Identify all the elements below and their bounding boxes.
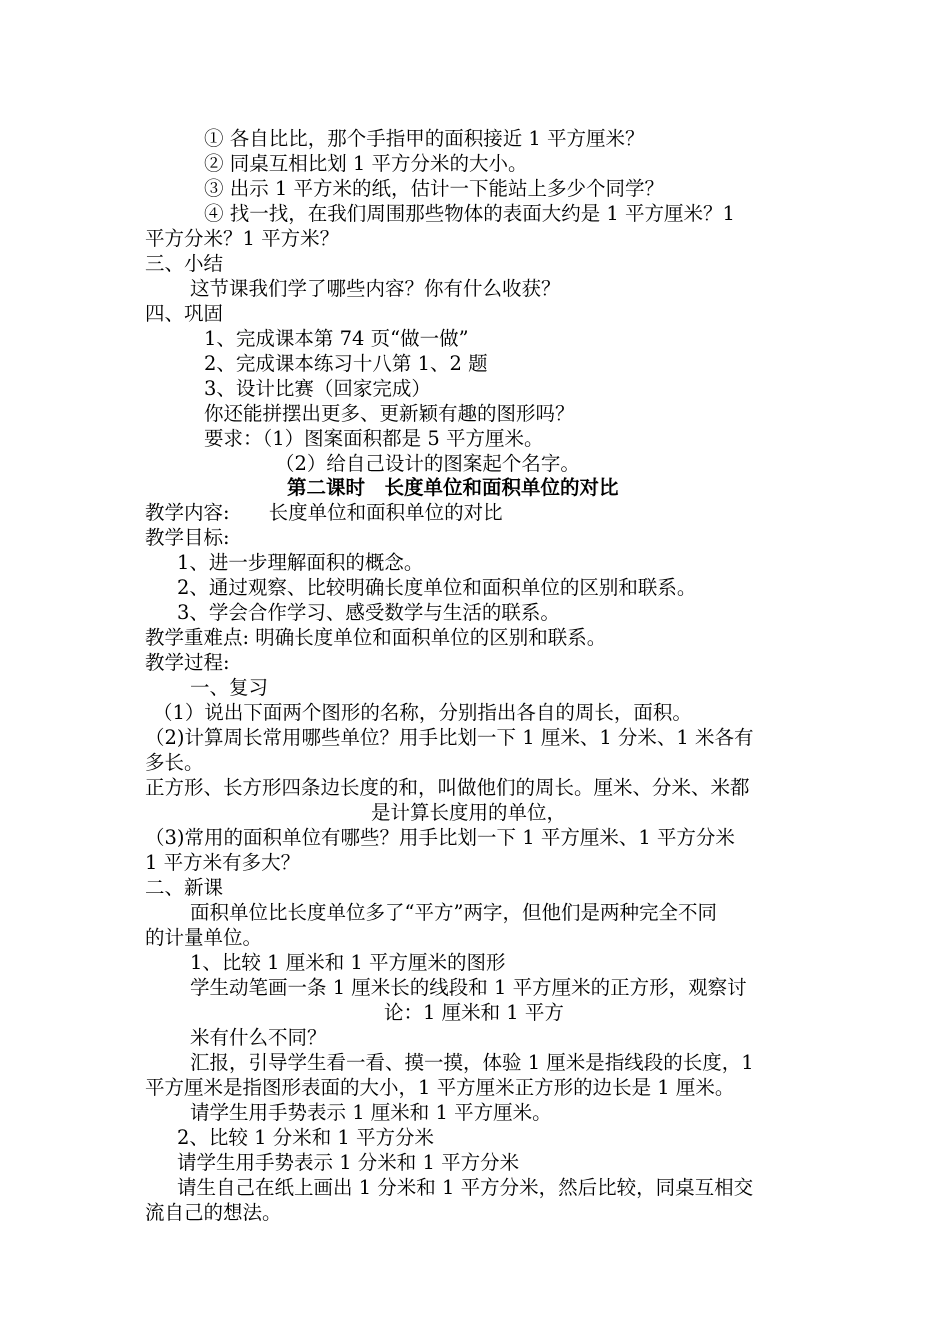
text-line: 汇报，引导学生看一看、摸一摸，体验 1 厘米是指线段的长度，1 bbox=[190, 1051, 754, 1074]
text-line: 教学目标: bbox=[145, 526, 230, 549]
text-line: 1、进一步理解面积的概念。 bbox=[177, 551, 424, 574]
text-line: 2、完成课本练习十八第 1、2 题 bbox=[204, 352, 488, 375]
text-line: 要求：（1）图案面积都是 5 平方厘米。 bbox=[204, 427, 544, 450]
lesson-title: 第二课时 长度单位和面积单位的对比 bbox=[287, 476, 619, 499]
section-heading: 四、巩固 bbox=[145, 302, 224, 325]
text-line: 教学过程: bbox=[145, 651, 230, 674]
text-line: 3、设计比赛（回家完成） bbox=[204, 377, 431, 400]
text-line: 论：1 厘米和 1 平方 bbox=[384, 1001, 564, 1024]
text-line: 请学生用手势表示 1 厘米和 1 平方厘米。 bbox=[190, 1101, 552, 1124]
text-line: 正方形、长方形四条边长度的和，叫做他们的周长。厘米、分米、米都 bbox=[145, 776, 750, 799]
text-line: （1）说出下面两个图形的名称，分别指出各自的周长，面积。 bbox=[153, 701, 692, 724]
text-line: 2、通过观察、比较明确长度单位和面积单位的区别和联系。 bbox=[177, 576, 697, 599]
section-heading: 一、复习 bbox=[190, 676, 269, 699]
text-line: ④ 找一找，在我们周围那些物体的表面大约是 1 平方厘米？1 bbox=[204, 202, 735, 225]
text-line: 米有什么不同？ bbox=[190, 1026, 327, 1049]
text-line: （3)常用的面积单位有哪些？用手比划一下 1 平方厘米、1 平方分米 bbox=[145, 826, 735, 849]
text-line: 平方分米？1 平方米？ bbox=[145, 227, 340, 250]
section-heading: 二、新课 bbox=[145, 876, 224, 899]
text-line: 3、学会合作学习、感受数学与生活的联系。 bbox=[177, 601, 560, 624]
text-line: ③ 出示 1 平方米的纸，估计一下能站上多少个同学？ bbox=[204, 177, 665, 200]
section-heading: 三、小结 bbox=[145, 252, 224, 275]
text-line: （2）给自己设计的图案起个名字。 bbox=[275, 452, 580, 475]
text-line: ② 同桌互相比划 1 平方分米的大小。 bbox=[204, 152, 528, 175]
text-line: 请生自己在纸上画出 1 分米和 1 平方分米，然后比较，同桌互相交 bbox=[177, 1176, 754, 1199]
text-line: 面积单位比长度单位多了“平方”两字，但他们是两种完全不同 bbox=[190, 901, 717, 924]
text-line: （2)计算周长常用哪些单位？用手比划一下 1 厘米、1 分米、1 米各有 bbox=[145, 726, 754, 749]
text-line: 流自己的想法。 bbox=[145, 1201, 282, 1224]
text-line: 你还能拼摆出更多、更新颖有趣的图形吗？ bbox=[204, 402, 575, 425]
text-line: 1 平方米有多大？ bbox=[145, 851, 301, 874]
text-line: 请学生用手势表示 1 分米和 1 平方分米 bbox=[177, 1151, 520, 1174]
text-line: ① 各自比比，那个手指甲的面积接近 1 平方厘米？ bbox=[204, 127, 645, 150]
text-line: 1、完成课本第 74 页“做一做” bbox=[204, 327, 469, 350]
text-line: 的计量单位。 bbox=[145, 926, 263, 949]
text-line: 这节课我们学了哪些内容？你有什么收获？ bbox=[190, 277, 561, 300]
text-line: 1、比较 1 厘米和 1 平方厘米的图形 bbox=[190, 951, 506, 974]
text-line: 学生动笔画一条 1 厘米长的线段和 1 平方厘米的正方形，观察讨 bbox=[190, 976, 747, 999]
text-line: 平方厘米是指图形表面的大小，1 平方厘米正方形的边长是 1 厘米。 bbox=[145, 1076, 735, 1099]
text-line: 是计算长度用的单位， bbox=[371, 801, 567, 824]
text-line: 2、比较 1 分米和 1 平方分米 bbox=[177, 1126, 435, 1149]
text-line: 多长。 bbox=[145, 751, 204, 774]
text-line: 教学重难点: 明确长度单位和面积单位的区别和联系。 bbox=[145, 626, 607, 649]
text-line: 教学内容: 长度单位和面积单位的对比 bbox=[145, 501, 503, 524]
